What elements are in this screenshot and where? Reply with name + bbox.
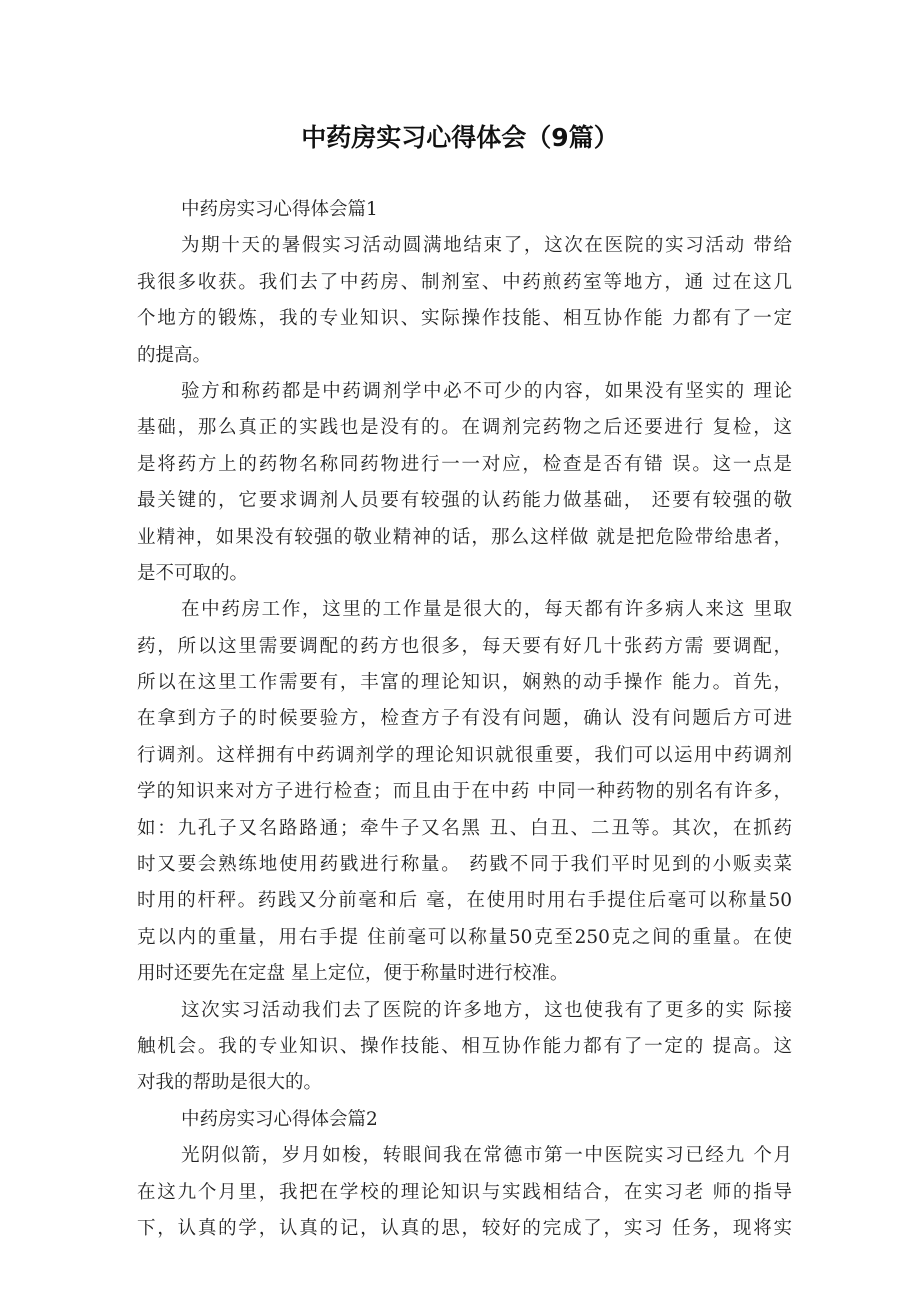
paragraph-line: 对我的帮助是很大的。 [137,1072,323,1094]
section-heading: 中药房实习心得体会篇2 [181,1108,378,1130]
paragraph-line: 在这九个月里，我把在学校的理论知识与实践相结合，在实习老 师的指导 [137,1181,792,1203]
paragraph-line: 这次实习活动我们去了医院的许多地方，这也使我有了更多的实 际接 [181,999,792,1021]
paragraph-line: 下，认真的学，认真的记，认真的思，较好的完成了，实习 任务，现将实 [137,1217,792,1239]
paragraph-line: 药，所以这里需要调配的药方也很多，每天要有好几十张药方需 要调配， [137,635,792,657]
paragraph-line: 光阴似箭，岁月如梭，转眼间我在常德市第一中医院实习已经九 个月 [181,1145,792,1167]
section-heading: 中药房实习心得体会篇1 [181,199,378,220]
paragraph-line: 所以在这里工作需要有，丰富的理论知识，娴熟的动手操作 能力。首先， [137,672,792,694]
paragraph-line: 验方和称药都是中药调剂学中必不可少的内容，如果没有坚实的 理论 [181,380,792,402]
paragraph-line: 如：九孔子又名路路通；牵牛子又名黑 丑、白丑、二丑等。其次，在抓药 [137,817,792,839]
paragraph-line: 时又要会熟练地使用药戥进行称量。 药戥不同于我们平时见到的小贩卖菜 [137,854,792,876]
paragraph-line: 我很多收获。我们去了中药房、制剂室、中药煎药室等地方，通 过在这几 [137,271,792,293]
paragraph-line: 时用的杆秤。药践又分前毫和后 毫，在使用时用右手提住后毫可以称量50 [137,890,792,912]
paragraph-line: 克以内的重量，用右手提 住前毫可以称量50克至250克之间的重量。在使 [137,926,792,948]
paragraph-line: 触机会。我的专业知识、操作技能、相互协作能力都有了一定的 提高。这 [137,1035,792,1057]
paragraph-line: 行调剂。这样拥有中药调剂学的理论知识就很重要，我们可以运用中药调剂 [137,744,792,766]
paragraph-line: 在中药房工作，这里的工作量是很大的，每天都有许多病人来这 里取 [181,599,792,621]
document-title: 中药房实习心得体会（9篇） [301,123,619,152]
document-body [137,192,792,1247]
paragraph-line: 基础，那么真正的实践也是没有的。在调剂完药物之后还要进行 复检，这 [137,417,792,439]
paragraph-line: 业精神，如果没有较强的敬业精神的话，那么这样做 就是把危险带给患者， [137,526,792,548]
paragraph-line: 个地方的锻炼，我的专业知识、实际操作技能、相互协作能 力都有了一定 [137,308,792,330]
paragraph-line: 是不可取的。 [137,562,249,584]
paragraph-line: 学的知识来对方子进行检查；而且由于在中药 中同一种药物的别名有许多， [137,781,792,803]
paragraph-line: 是将药方上的药物名称同药物进行一一对应，检查是否有错 误。这一点是 [137,453,792,475]
paragraph-line: 在拿到方子的时候要验方，检查方子有没有问题，确认 没有问题后方可进 [137,708,792,730]
paragraph-line: 为期十天的暑假实习活动圆满地结束了，这次在医院的实习活动 带给 [181,235,792,257]
paragraph-line: 最关键的，它要求调剂人员要有较强的认药能力做基础， 还要有较强的敬 [137,490,792,512]
paragraph-line: 的提高。 [137,344,212,366]
paragraph-line: 用时还要先在定盘 星上定位，便于称量时进行校准。 [137,963,569,985]
